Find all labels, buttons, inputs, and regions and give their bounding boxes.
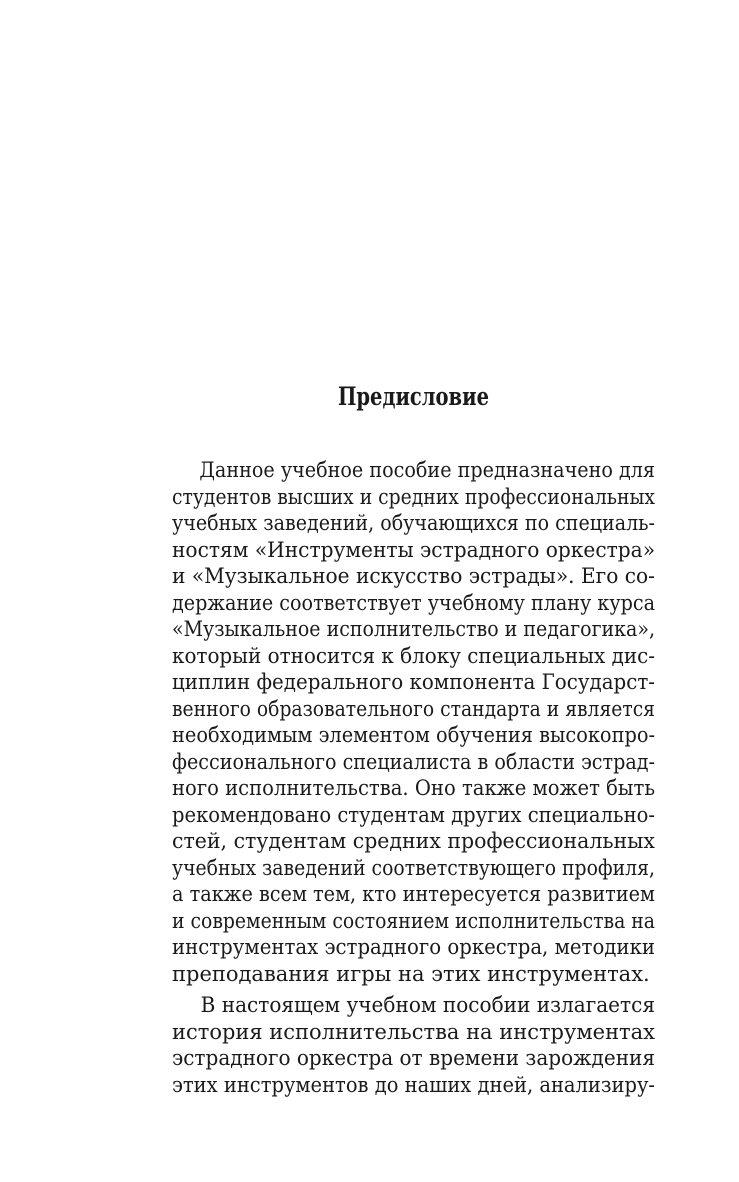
text-line: этих инструментов до наших дней, анализиру- <box>172 1072 656 1097</box>
paragraph <box>172 457 655 987</box>
text-line: ностям «Инструменты эстрадного оркестра» <box>172 537 656 562</box>
text-line: необходимым элементом обучения высокопро- <box>172 723 656 747</box>
text-line: учебных заведений соответствующего профиля, <box>172 855 655 880</box>
text-line: эстрадного оркестра от времени зарождения <box>172 1046 656 1070</box>
text-line: В настоящем учебном пособии излагается <box>200 993 655 1017</box>
body-text <box>172 457 655 1098</box>
text-line: держание соответствует учебному плану курса <box>172 590 655 615</box>
text-line: рекомендовано студентам других специально- <box>172 802 655 827</box>
text-line: ного исполнительства. Оно также может быть <box>172 776 655 800</box>
text-line: и «Музыкальное искусство эстрады». Его со- <box>172 564 655 588</box>
text-line: и современным состоянием исполнительства на <box>172 908 655 933</box>
text-line: фессионального специалиста в области эстрад- <box>172 749 655 774</box>
text-line: а также всем тем, кто интересуется развитием <box>172 882 656 906</box>
text-line: «Музыкальное исполнительство и педагогика», <box>172 617 655 641</box>
text-line: который относится к блоку специальных дис- <box>172 643 656 668</box>
text-line: история исполнительства на инструментах <box>172 1019 656 1044</box>
text-line: студентов высших и средних профессиональных <box>172 484 656 509</box>
text-line: преподавания игры на этих инструментах. <box>172 961 650 986</box>
text-line: стей, студентам средних профессиональных <box>172 829 655 853</box>
text-line: Данное учебное пособие предназначено для <box>199 458 656 482</box>
page-title: Предисловие <box>338 382 489 411</box>
text-line: учебных заведений, обучающихся по специаль- <box>172 511 656 535</box>
text-line: циплин федерального компонента Государст- <box>172 670 656 694</box>
paragraph <box>172 992 655 1098</box>
text-line: венного образовательного стандарта и является <box>172 696 656 721</box>
text-line: инструментах эстрадного оркестра, методики <box>172 935 656 959</box>
